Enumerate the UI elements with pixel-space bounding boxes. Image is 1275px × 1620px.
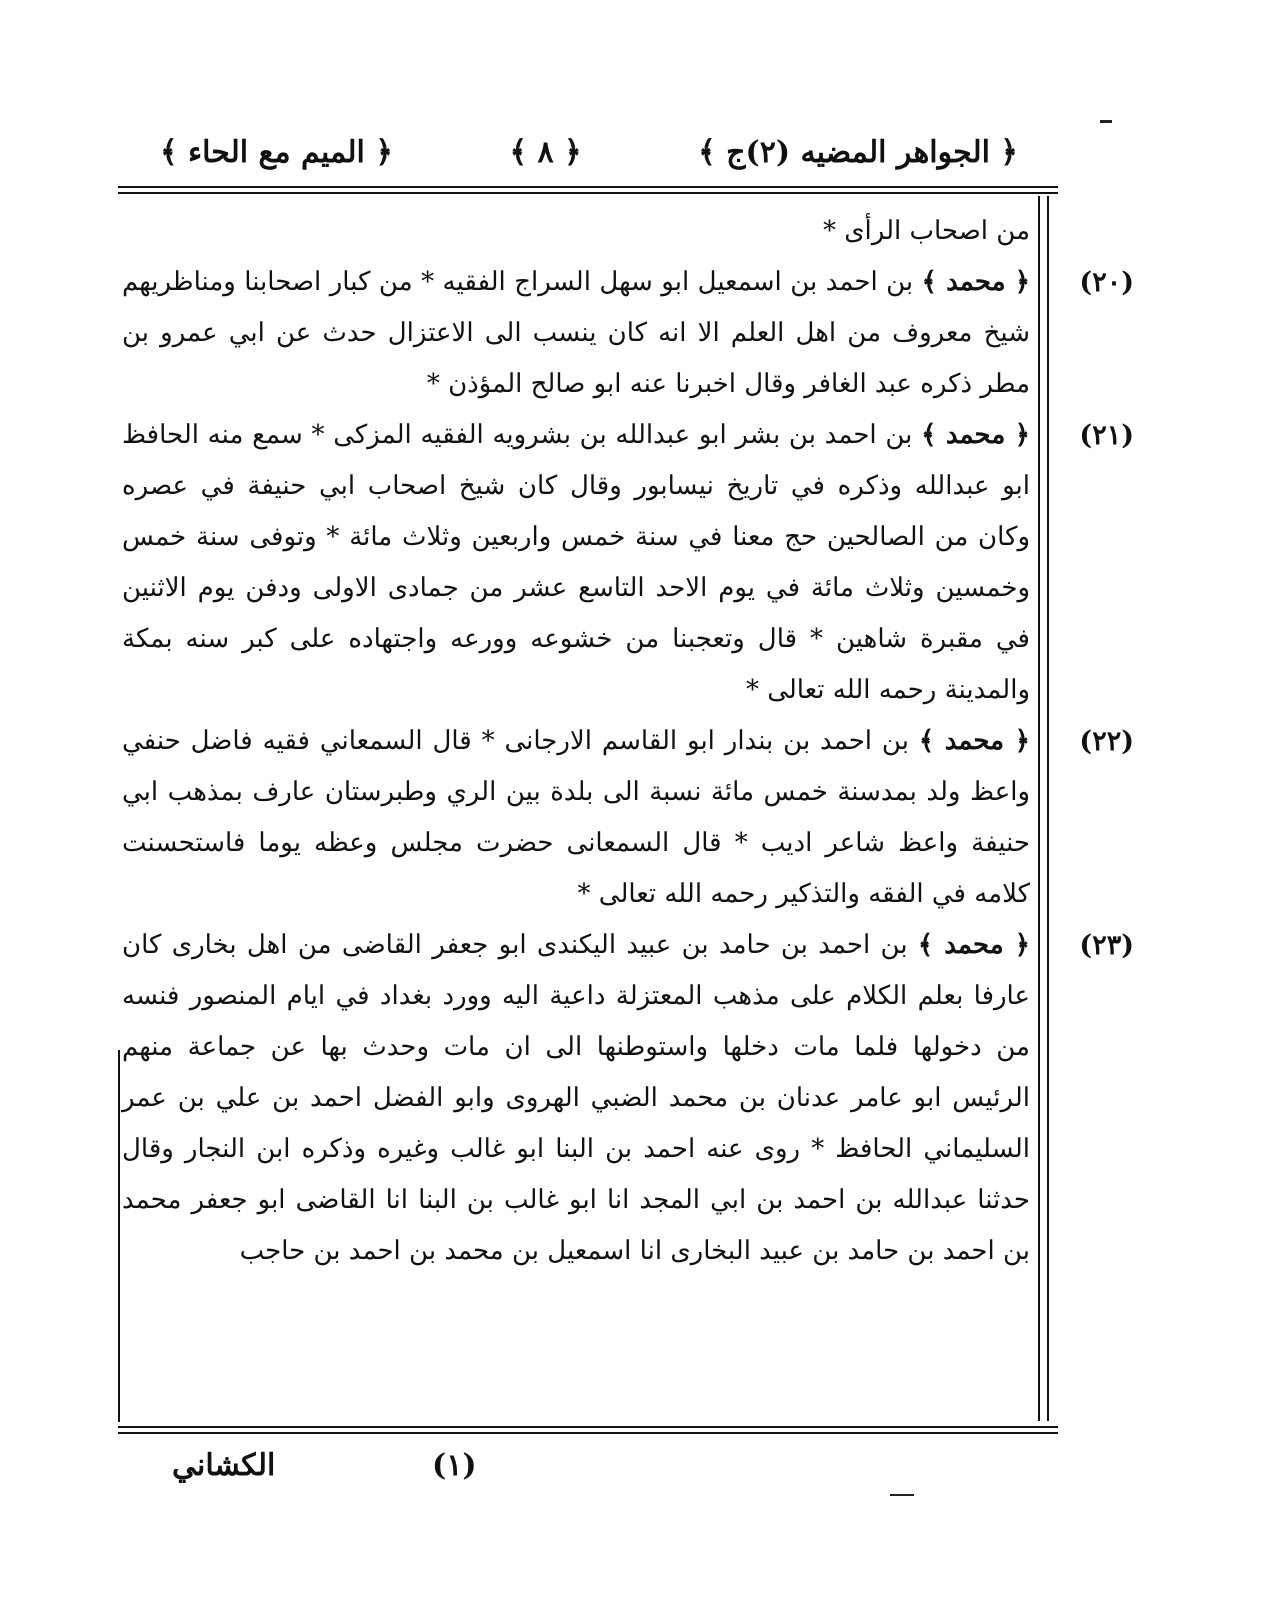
frame-rule-left — [118, 1050, 120, 1422]
entry-number: (٢٠) — [1079, 267, 1134, 298]
body-text — [122, 206, 1134, 1277]
header-page-number: ﴿ ٨ ﴾ — [509, 134, 582, 170]
footer-mark — [890, 1494, 914, 1496]
footer-rule — [118, 1426, 1058, 1428]
entry-text: بن احمد بن بشر ابو عبدالله بن بشرويه الفقيه المزكى * سمع منه الحافظ ابو عبدالله وذكره في تاريخ نيسابور وقال كان شيخ اصحاب ابي حنيفة في عصره وكان من الصالحين حج معنا في سنة خمس واربعين وثلاث مائة * وتوفى سنة خمس وخمسين وثلاث مائة في يوم الاحد التاسع عشر من جمادى الاولى ودفن يوم الاثنين في مقبرة شاهين * قال وتعجبنا من خشوعه وورعه واجتهاده على كبر سنه بمكة والمدينة رحمه الله تعالى * — [122, 420, 1030, 705]
entry-text: بن احمد بن حامد بن عبيد اليكندى ابو جعفر القاضى من اهل بخارى كان عارفا بعلم الكلام على مذهب المعتزلة داعية اليه وورد بغداد في ايام المنصور فنسه من دخولها فلما مات دخلها واستوطنها الى ان مات وحدث بها عن جماعة منهم الرئيس ابو عامر عدنان بن محمد الضبي الهروى وابو الفضل احمد بن علي بن عمر السليماني الحافظ * روى عنه احمد بن البنا ابو غالب وغيره وذكره ابن النجار وقال حدثنا عبدالله بن احمد بن ابي المجد انا ابو غالب بن البنا انا القاضى ابو جعفر محمد بن احمد بن حامد بن عبيد البخارى انا اسمعيل بن محمد بن احمد بن حاجب — [122, 930, 1030, 1266]
header-title: ﴿ الجواهر المضيه (٢)ج ﴾ — [698, 134, 1018, 170]
header-rule-double — [118, 192, 1058, 194]
entry-name: ﴿ محمد ﴾ — [921, 267, 1031, 297]
entry-name: ﴿ محمد ﴾ — [918, 726, 1030, 756]
header-rule — [118, 186, 1058, 188]
biography-entry — [122, 920, 1134, 1277]
header-section: ﴿ الميم مع الحاء ﴾ — [160, 134, 393, 170]
entry-number: (٢١) — [1079, 420, 1134, 451]
running-header — [160, 128, 1018, 176]
footer-signature: الكشاني — [172, 1448, 276, 1483]
biography-entry — [122, 257, 1134, 410]
entry-text: بن احمد بن بندار ابو القاسم الارجانى * قال السمعاني فقيه فاضل حنفي واعظ ولد بمدسنة خمس مائة نسبة الى بلدة بين الري وطبرستان عارف بمذهب ابي حنيفة واعظ شاعر اديب * قال السمعانى حضرت مجلس وعظه يوما فاستحسنت كلامه في الفقه والتذكير رحمه الله تعالى * — [122, 726, 1030, 909]
entry-name: ﴿ محمد ﴾ — [921, 420, 1030, 450]
entry-number: (٢٣) — [1079, 930, 1134, 961]
corner-mark — [1100, 120, 1112, 123]
continuation-text: من اصحاب الرأى * — [822, 216, 1030, 246]
biography-entry — [122, 716, 1134, 920]
entry-text: بن احمد بن اسمعيل ابو سهل السراج الفقيه * من كبار اصحابنا ومناظريهم شيخ معروف من اهل العلم الا انه كان ينسب الى الاعتزال حدث عن ابي عمرو بن مطر ذكره عبد الغافر وقال اخبرنا عنه ابو صالح المؤذن * — [122, 267, 1030, 399]
frame-rule-right-outer — [1047, 196, 1049, 1421]
footer-rule-double — [118, 1432, 1058, 1434]
frame-rule-right-inner — [1038, 196, 1040, 1421]
biography-entry — [122, 410, 1134, 716]
footer-sheet-number: (١) — [432, 1448, 477, 1483]
continuation-line — [122, 206, 1030, 257]
entry-number: (٢٢) — [1079, 726, 1134, 757]
entry-name: ﴿ محمد ﴾ — [917, 930, 1031, 960]
